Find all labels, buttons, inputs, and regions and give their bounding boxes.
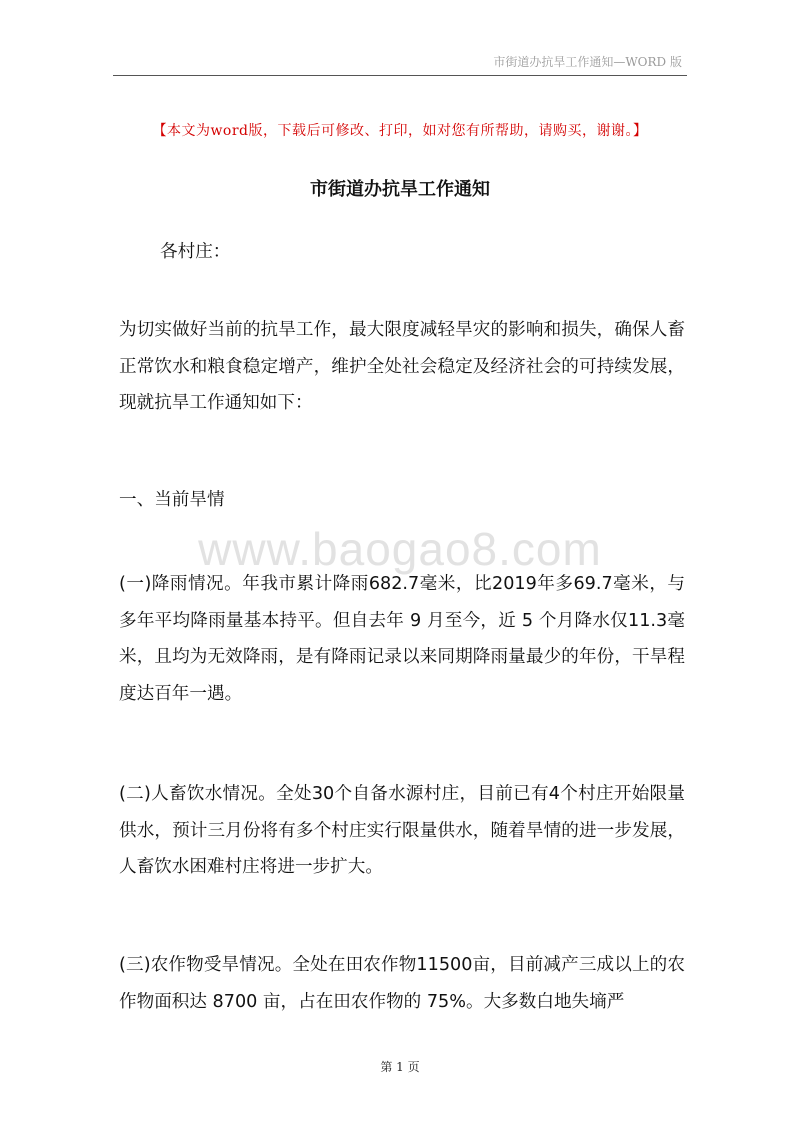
salutation: 各村庄： (160, 242, 231, 262)
page-header: 市街道办抗旱工作通知—WORD 版 (493, 55, 682, 69)
watermark: www.baogao8.com (198, 523, 602, 575)
purchase-notice: 【本文为word版，下载后可修改、打印，如对您有所帮助，请购买，谢谢。】 (152, 123, 648, 139)
section-heading: 一、当前旱情 (119, 490, 225, 510)
crops-paragraph: (三)农作物受旱情况。全处在田农作物11500亩，目前减产三成以上的农作物面积达 8700 亩，占在田农作物的 75%。大多数白地失墒严 (119, 955, 685, 1012)
document-title: 市街道办抗旱工作通知 (310, 179, 490, 200)
drinking-water-paragraph: (二)人畜饮水情况。全处30个自备水源村庄，目前已有4个村庄开始限量供水，预计三月份将有多个村庄实行限量供水，随着旱情的进一步发展，人畜饮水困难村庄将进一步扩大。 (119, 784, 685, 877)
rainfall-paragraph: (一)降雨情况。年我市累计降雨682.7毫米，比2019年多69.7毫米，与多年平均降雨量基本持平。但自去年 9 月至今，近 5 个月降水仅11.3毫米，且均为无效降雨，是有降雨记录以来同期降雨量最少的年份，干旱程度达百年一遇。 (119, 574, 685, 704)
header-divider (113, 75, 687, 76)
intro-paragraph: 为切实做好当前的抗旱工作，最大限度减轻旱灾的影响和损失，确保人畜正常饮水和粮食稳定增产，维护全处社会稳定及经济社会的可持续发展，现就抗旱工作通知如下： (119, 320, 685, 413)
page-number: 第 1 页 (380, 1060, 420, 1074)
